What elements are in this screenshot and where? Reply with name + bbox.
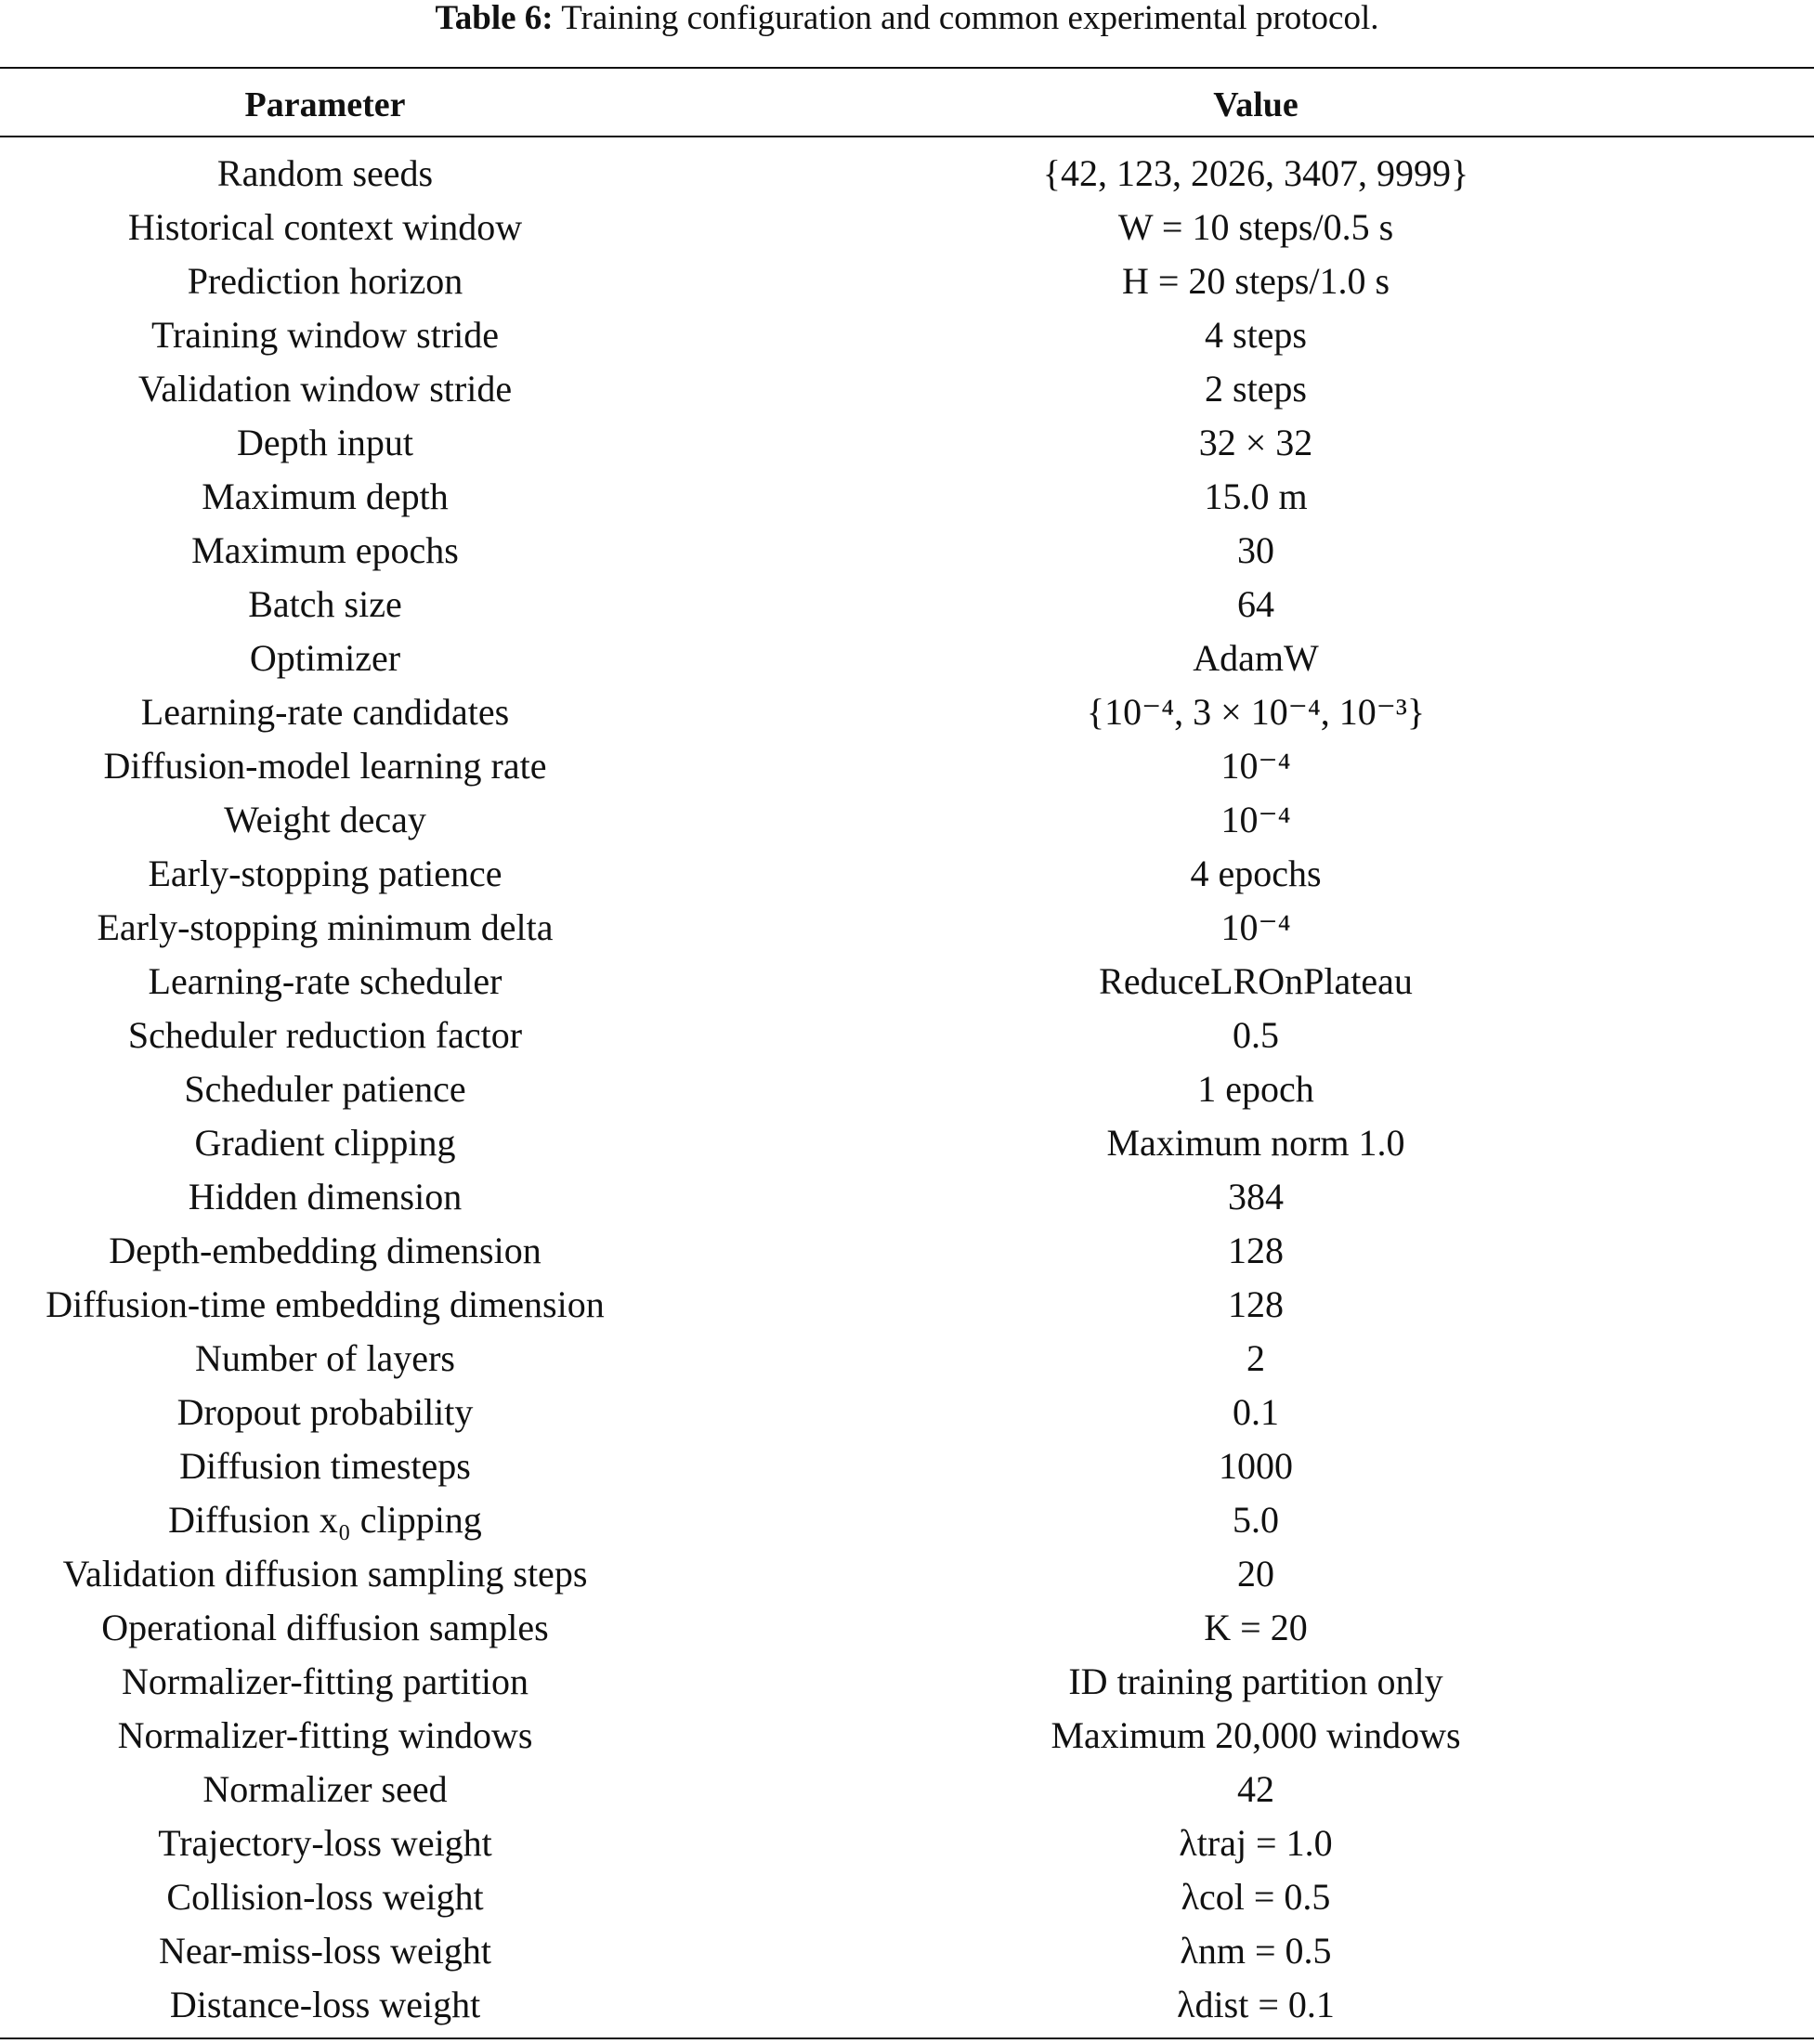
parameter-cell: Maximum epochs [191,529,459,571]
value-cell: 10⁻⁴ [1220,799,1291,840]
value-cell: 64 [1237,583,1274,625]
parameter-cell: Distance-loss weight [169,1984,481,2025]
value-cell: W = 10 steps/0.5 s [1117,206,1394,248]
parameter-cell: Learning-rate candidates [140,691,510,733]
table-row [0,1493,1814,1547]
table-row [0,1062,1814,1116]
parameter-cell: Training window stride [150,314,500,356]
value-cell: 1000 [1219,1445,1293,1487]
value-cell: 1 epoch [1197,1068,1314,1110]
parameter-cell: Depth input [237,422,413,463]
table-row [0,739,1814,793]
parameter-cell: Learning-rate scheduler [148,960,502,1002]
value-cell: λdist = 0.1 [1177,1984,1335,2025]
table-header-rule [0,136,1814,137]
value-cell: 32 × 32 [1198,422,1313,463]
parameter-cell: Normalizer-fitting windows [117,1714,533,1756]
parameter-cell: Depth-embedding dimension [109,1230,542,1271]
parameter-cell: Weight decay [224,799,426,840]
table-body [0,147,1814,2032]
table-row [0,416,1814,470]
parameter-cell: Optimizer [249,637,401,679]
parameter-cell: Operational diffusion samples [101,1607,549,1648]
value-cell: 0.5 [1233,1014,1279,1056]
table-row [0,793,1814,847]
table-row [0,1009,1814,1062]
table-row [0,362,1814,416]
table-row [0,254,1814,308]
value-cell: {42, 123, 2026, 3407, 9999} [1042,152,1469,194]
parameter-cell: Number of layers [195,1337,455,1379]
value-cell: λtraj = 1.0 [1179,1822,1333,1864]
value-cell: 128 [1228,1283,1284,1325]
value-cell: 384 [1228,1176,1284,1217]
table-row [0,955,1814,1009]
parameter-cell: Normalizer-fitting partition [122,1660,529,1702]
caption-label: Table 6: [435,0,554,37]
table-header [0,80,1814,130]
table-row [0,1870,1814,1924]
parameter-cell: Maximum depth [202,475,449,517]
parameter-cell: Early-stopping minimum delta [97,906,554,948]
header-parameter: Parameter [244,85,406,124]
table-row [0,578,1814,631]
value-cell: 5.0 [1233,1499,1279,1541]
table-row [0,1655,1814,1709]
value-cell: 4 steps [1205,314,1307,356]
parameter-cell: Dropout probability [176,1391,474,1433]
table-row [0,847,1814,901]
parameter-cell: Diffusion x₀ clipping [168,1499,482,1541]
value-cell: Maximum norm 1.0 [1106,1122,1405,1164]
table-row [0,1439,1814,1493]
value-cell: Maximum 20,000 windows [1051,1714,1461,1756]
value-cell: 42 [1237,1768,1274,1810]
parameter-cell: Validation window stride [137,368,513,410]
table-row [0,901,1814,955]
caption-text: Training configuration and common experimental protocol. [561,0,1379,37]
table-caption [0,0,1814,37]
table-top-rule [0,67,1814,69]
table-row [0,308,1814,362]
table-row [0,1816,1814,1870]
parameter-cell: Hidden dimension [188,1176,463,1217]
value-cell: λcol = 0.5 [1181,1876,1331,1918]
parameter-cell: Diffusion-model learning rate [103,745,547,787]
parameter-cell: Scheduler reduction factor [127,1014,523,1056]
table-bottom-rule [0,2037,1814,2039]
parameter-cell: Diffusion timesteps [179,1445,471,1487]
value-cell: 4 epochs [1190,853,1322,894]
table-row [0,1224,1814,1278]
parameter-cell: Near-miss-loss weight [158,1930,492,1972]
value-cell: AdamW [1193,637,1319,679]
table-row [0,1170,1814,1224]
table-row [0,1978,1814,2032]
header-value: Value [1213,85,1299,124]
parameter-cell: Gradient clipping [194,1122,456,1164]
parameter-cell: Historical context window [127,206,523,248]
parameter-cell: Diffusion-time embedding dimension [46,1283,605,1325]
value-cell: 20 [1237,1553,1274,1595]
parameter-cell: Collision-loss weight [166,1876,484,1918]
value-cell: {10⁻⁴, 3 × 10⁻⁴, 10⁻³} [1086,691,1426,733]
table-row [0,1116,1814,1170]
table-row [0,631,1814,685]
value-cell: ID training partition only [1068,1660,1443,1702]
table-row [0,201,1814,254]
value-cell: 2 [1246,1337,1265,1379]
table-row [0,1763,1814,1816]
value-cell: 30 [1237,529,1274,571]
value-cell: 128 [1228,1230,1284,1271]
parameter-cell: Random seeds [216,152,434,194]
table-row [0,685,1814,739]
value-cell: K = 20 [1204,1607,1308,1648]
value-cell: 0.1 [1233,1391,1279,1433]
table-row [0,1386,1814,1439]
value-cell: 10⁻⁴ [1220,906,1291,948]
parameter-cell: Early-stopping patience [148,853,502,894]
value-cell: 15.0 m [1204,475,1308,517]
value-cell: 10⁻⁴ [1220,745,1291,787]
value-cell: H = 20 steps/1.0 s [1121,260,1390,302]
parameter-cell: Scheduler patience [184,1068,466,1110]
parameter-cell: Batch size [248,583,402,625]
table-row [0,1924,1814,1978]
table-row [0,1278,1814,1332]
value-cell: λnm = 0.5 [1180,1930,1332,1972]
parameter-cell: Normalizer seed [202,1768,448,1810]
parameter-cell: Prediction horizon [187,260,463,302]
table-row [0,1332,1814,1386]
parameter-cell: Validation diffusion sampling steps [62,1553,588,1595]
value-cell: ReduceLROnPlateau [1099,960,1413,1002]
table-row [0,147,1814,201]
parameter-cell: Trajectory-loss weight [158,1822,492,1864]
table-row [0,1547,1814,1601]
table-row [0,1601,1814,1655]
value-cell: 2 steps [1205,368,1307,410]
table-row [0,524,1814,578]
table-row [0,1709,1814,1763]
table-row [0,470,1814,524]
